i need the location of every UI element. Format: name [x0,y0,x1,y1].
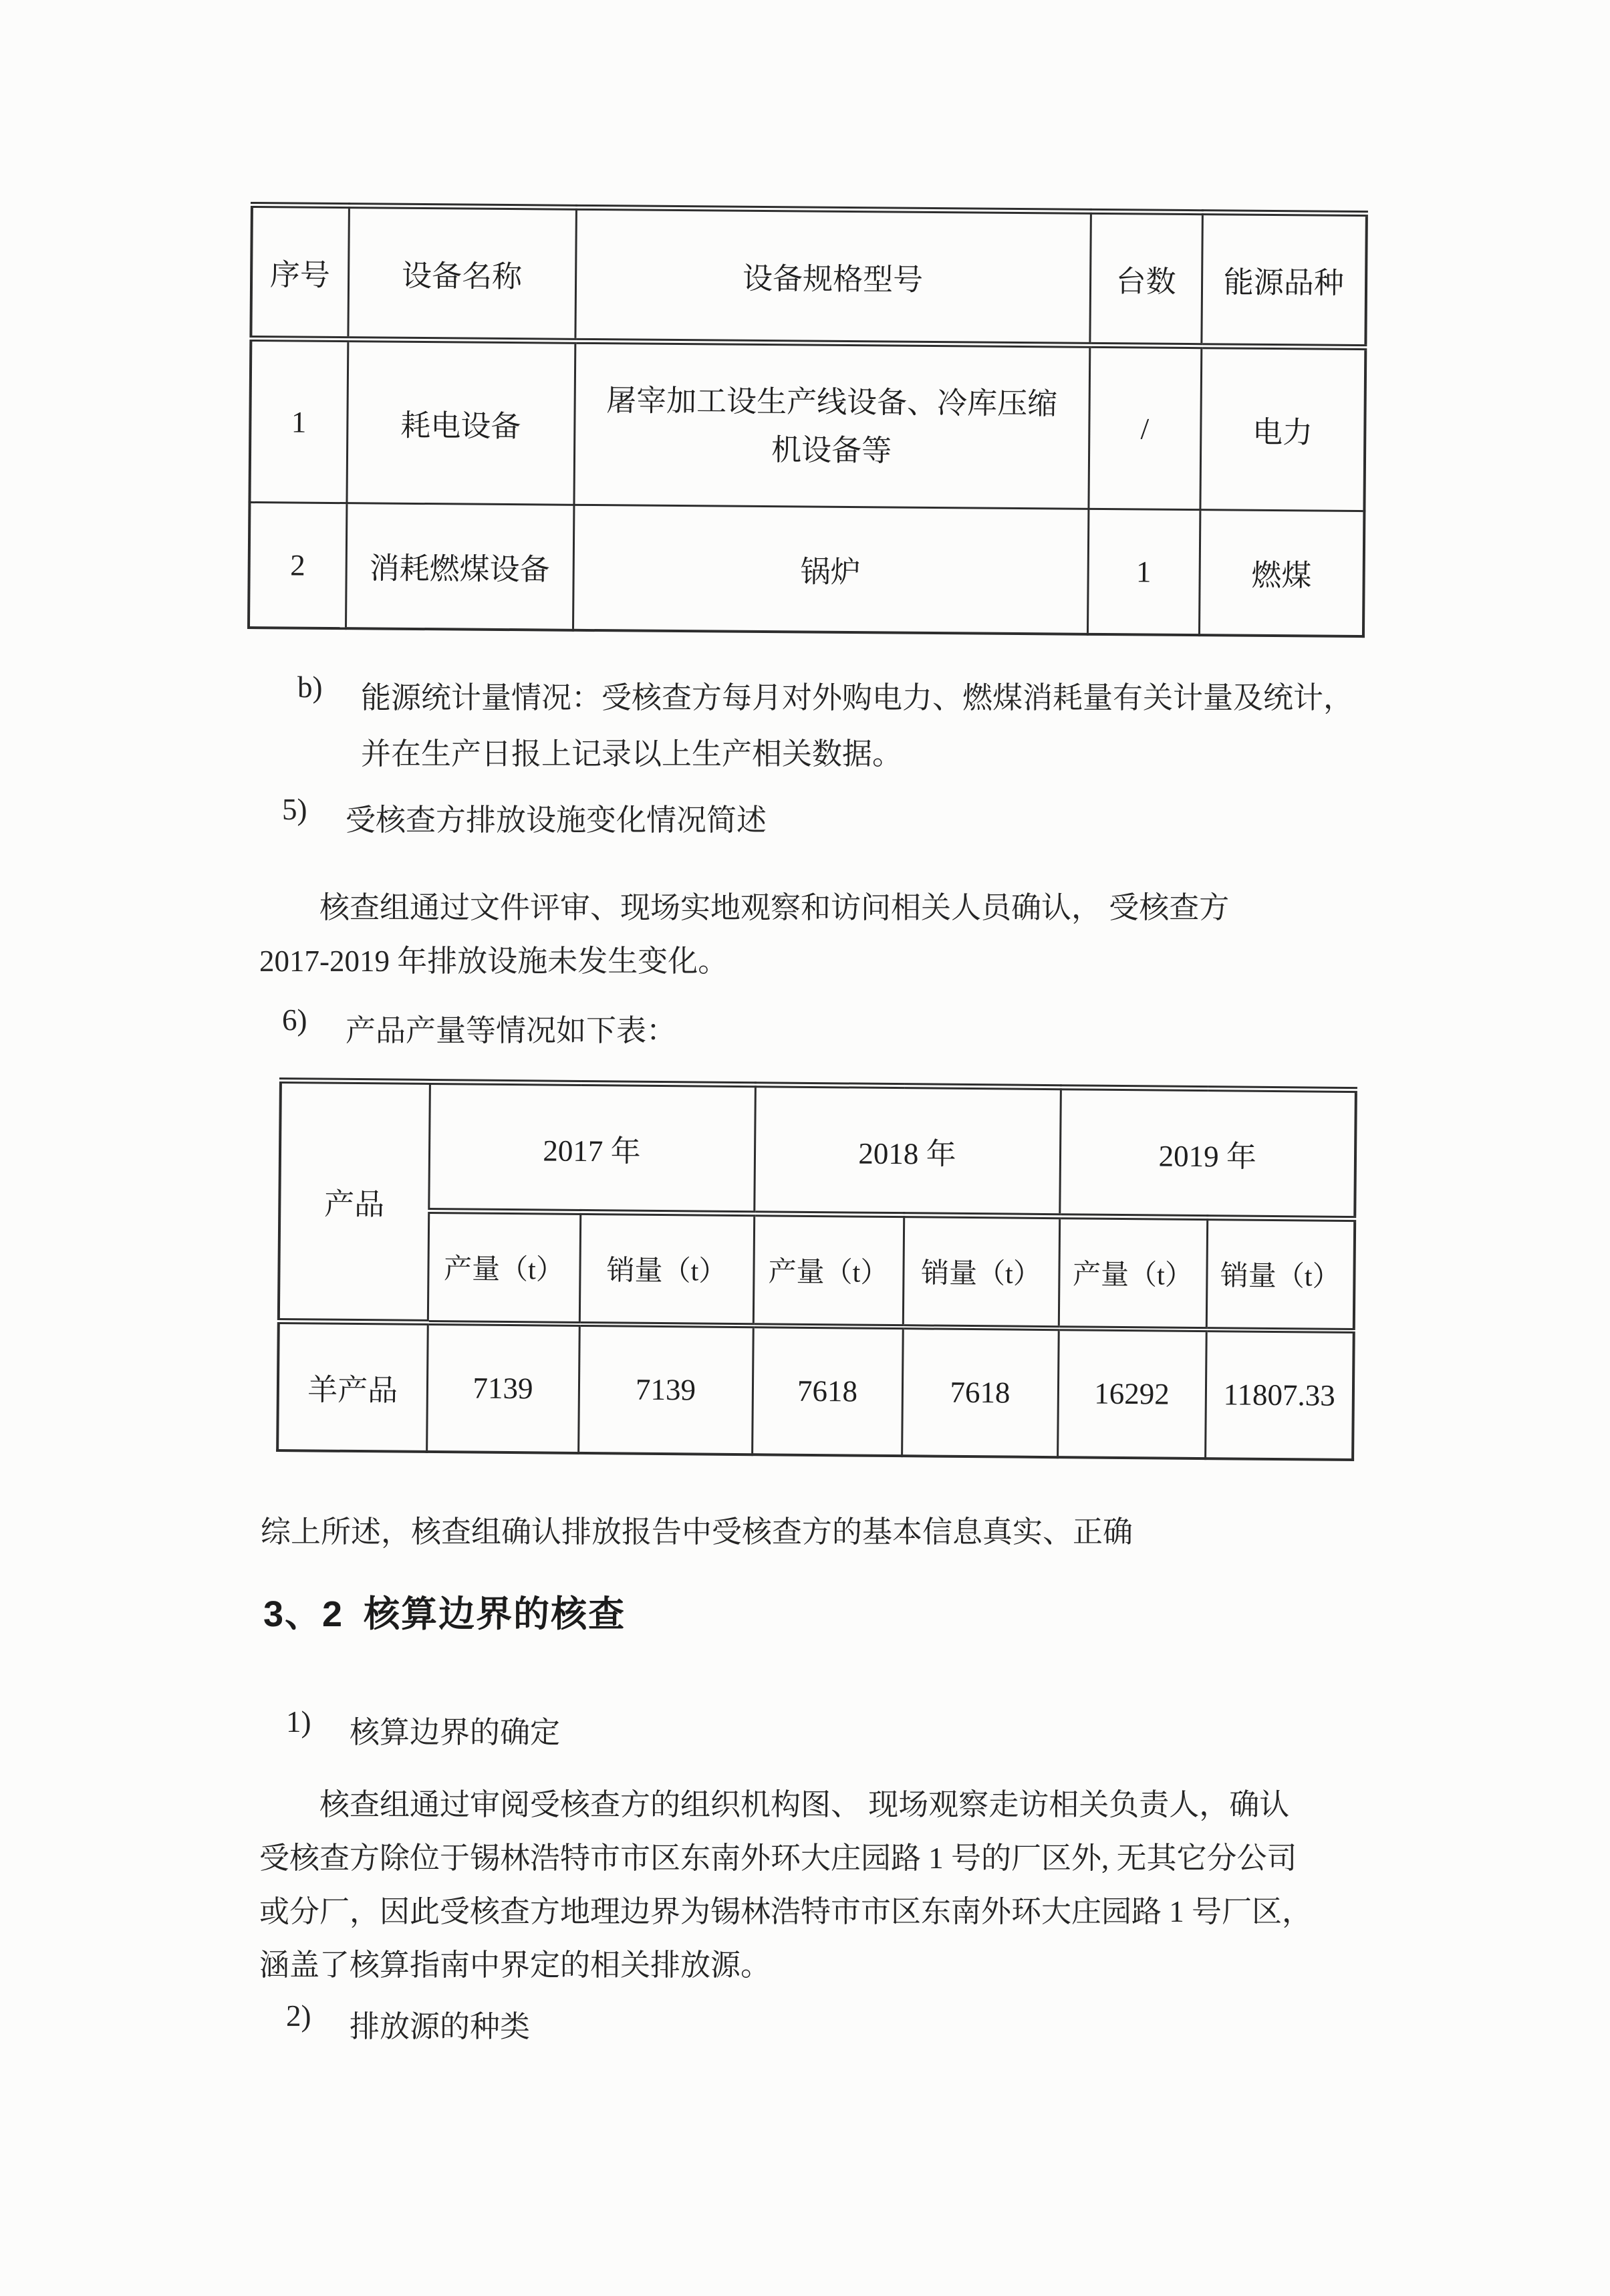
col-header-product: 产品 [279,1081,430,1323]
list-item-5 [282,792,767,848]
production-table-subheader-row [279,1210,1355,1331]
paragraph-line: 能源统计量情况：受核查方每月对外购电力、燃煤消耗量有关计量及统计， [361,681,1354,715]
cell-output-2018: 7618 [752,1325,903,1456]
list-item-text [350,1704,560,1761]
list-item-text [346,792,767,848]
cell-device-name: 消耗燃煤设备 [346,503,573,630]
cell-product-name: 羊产品 [277,1321,428,1452]
list-item-text [346,1003,676,1059]
cell-sales-2017: 7139 [578,1323,753,1454]
list-marker: b) [297,670,323,704]
col-header-unit-count: 台数 [1089,211,1202,346]
list-item-6 [282,1003,676,1059]
paragraph-line: 综上所述，核查组确认排放报告中受核查方的基本信息真实、正确 [261,1515,1133,1549]
col-header-sales: 销量（t） [579,1212,754,1325]
col-header-output: 产量（t） [1059,1217,1207,1329]
cell-sales-2018: 7618 [902,1327,1059,1457]
list-item-text [350,1999,530,2055]
paragraph-summary [261,1505,1133,1559]
paragraph-line: 核查组通过审阅受核查方的组织机构图、 现场观察走访相关负责人，确认 [319,1788,1290,1821]
paragraph-boundary [259,1778,1312,1992]
cell-unit-count: 1 [1087,509,1200,634]
list-marker: 2) [286,1999,311,2033]
col-header-output: 产量（t） [753,1214,904,1327]
cell-serial: 1 [249,339,348,503]
equipment-table-row [249,339,1365,511]
production-table-year-row [279,1081,1356,1219]
col-header-energy-type: 能源品种 [1201,213,1367,348]
cell-serial: 2 [249,503,346,628]
cell-sales-2019: 11807.33 [1205,1329,1354,1460]
list-marker: 6) [282,1003,307,1037]
production-table [276,1077,1357,1461]
paragraph-line: 排放源的种类 [350,2010,531,2043]
cell-output-2019: 16292 [1057,1328,1206,1458]
col-header-serial: 序号 [251,205,349,340]
cell-energy-type: 燃煤 [1199,510,1364,636]
paragraph-line: 2017-2019 年排放设施未发生变化。 [259,944,728,978]
col-header-output: 产量（t） [428,1210,580,1323]
section-number: 3、2 [263,1594,344,1634]
list-marker: 1) [286,1705,311,1739]
col-header-sales: 销量（t） [903,1215,1059,1328]
paragraph-line: 涵盖了核算指南中界定的相关排放源。 [259,1948,771,1982]
col-header-2018: 2018 年 [754,1085,1061,1217]
paragraph-line: 或分厂，因此受核查方地理边界为锡林浩特市市区东南外环大庄园路 1 号厂区， [259,1895,1313,1928]
list-marker: 5) [282,793,307,826]
cell-unit-count: / [1088,345,1201,509]
production-table-data-row [277,1321,1354,1460]
paragraph-facility-change [259,881,1229,988]
paragraph-line: 产品产量等情况如下表： [346,1014,677,1047]
list-item-1 [286,1704,560,1761]
col-header-2019: 2019 年 [1059,1088,1356,1219]
paragraph-line: 并在生产日报上记录以上生产相关数据。 [361,737,903,771]
paragraph-line: 受核查方除位于锡林浩特市市区东南外环大庄园路 1 号的厂区外, 无其它分公司 [259,1841,1297,1875]
cell-device-name: 耗电设备 [346,340,575,505]
list-item-2 [286,1999,530,2055]
section-heading [263,1585,626,1637]
cell-output-2017: 7139 [426,1322,579,1452]
list-item-b [297,670,1353,782]
cell-device-spec: 屠宰加工设生产线设备、冷库压缩 机设备等 [573,341,1089,509]
paragraph-line: 核算边界的确定 [350,1716,561,1749]
cell-energy-type: 电力 [1200,346,1365,511]
list-item-text [361,670,1353,782]
col-header-device-spec: 设备规格型号 [575,207,1091,345]
col-header-device-name: 设备名称 [348,206,576,342]
cell-device-spec: 锅炉 [573,505,1088,634]
equipment-table-row [249,503,1364,636]
col-header-2017: 2017 年 [428,1081,755,1213]
paragraph-line: 核查组通过文件评审、现场实地观察和访问相关人员确认， 受核查方 [319,891,1230,924]
equipment-table [247,202,1368,638]
equipment-table-header-row [251,205,1367,348]
section-title: 核算边界的核查 [364,1594,626,1634]
col-header-sales: 销量（t） [1206,1218,1355,1331]
paragraph-line: 受核查方排放设施变化情况简述 [346,803,767,837]
